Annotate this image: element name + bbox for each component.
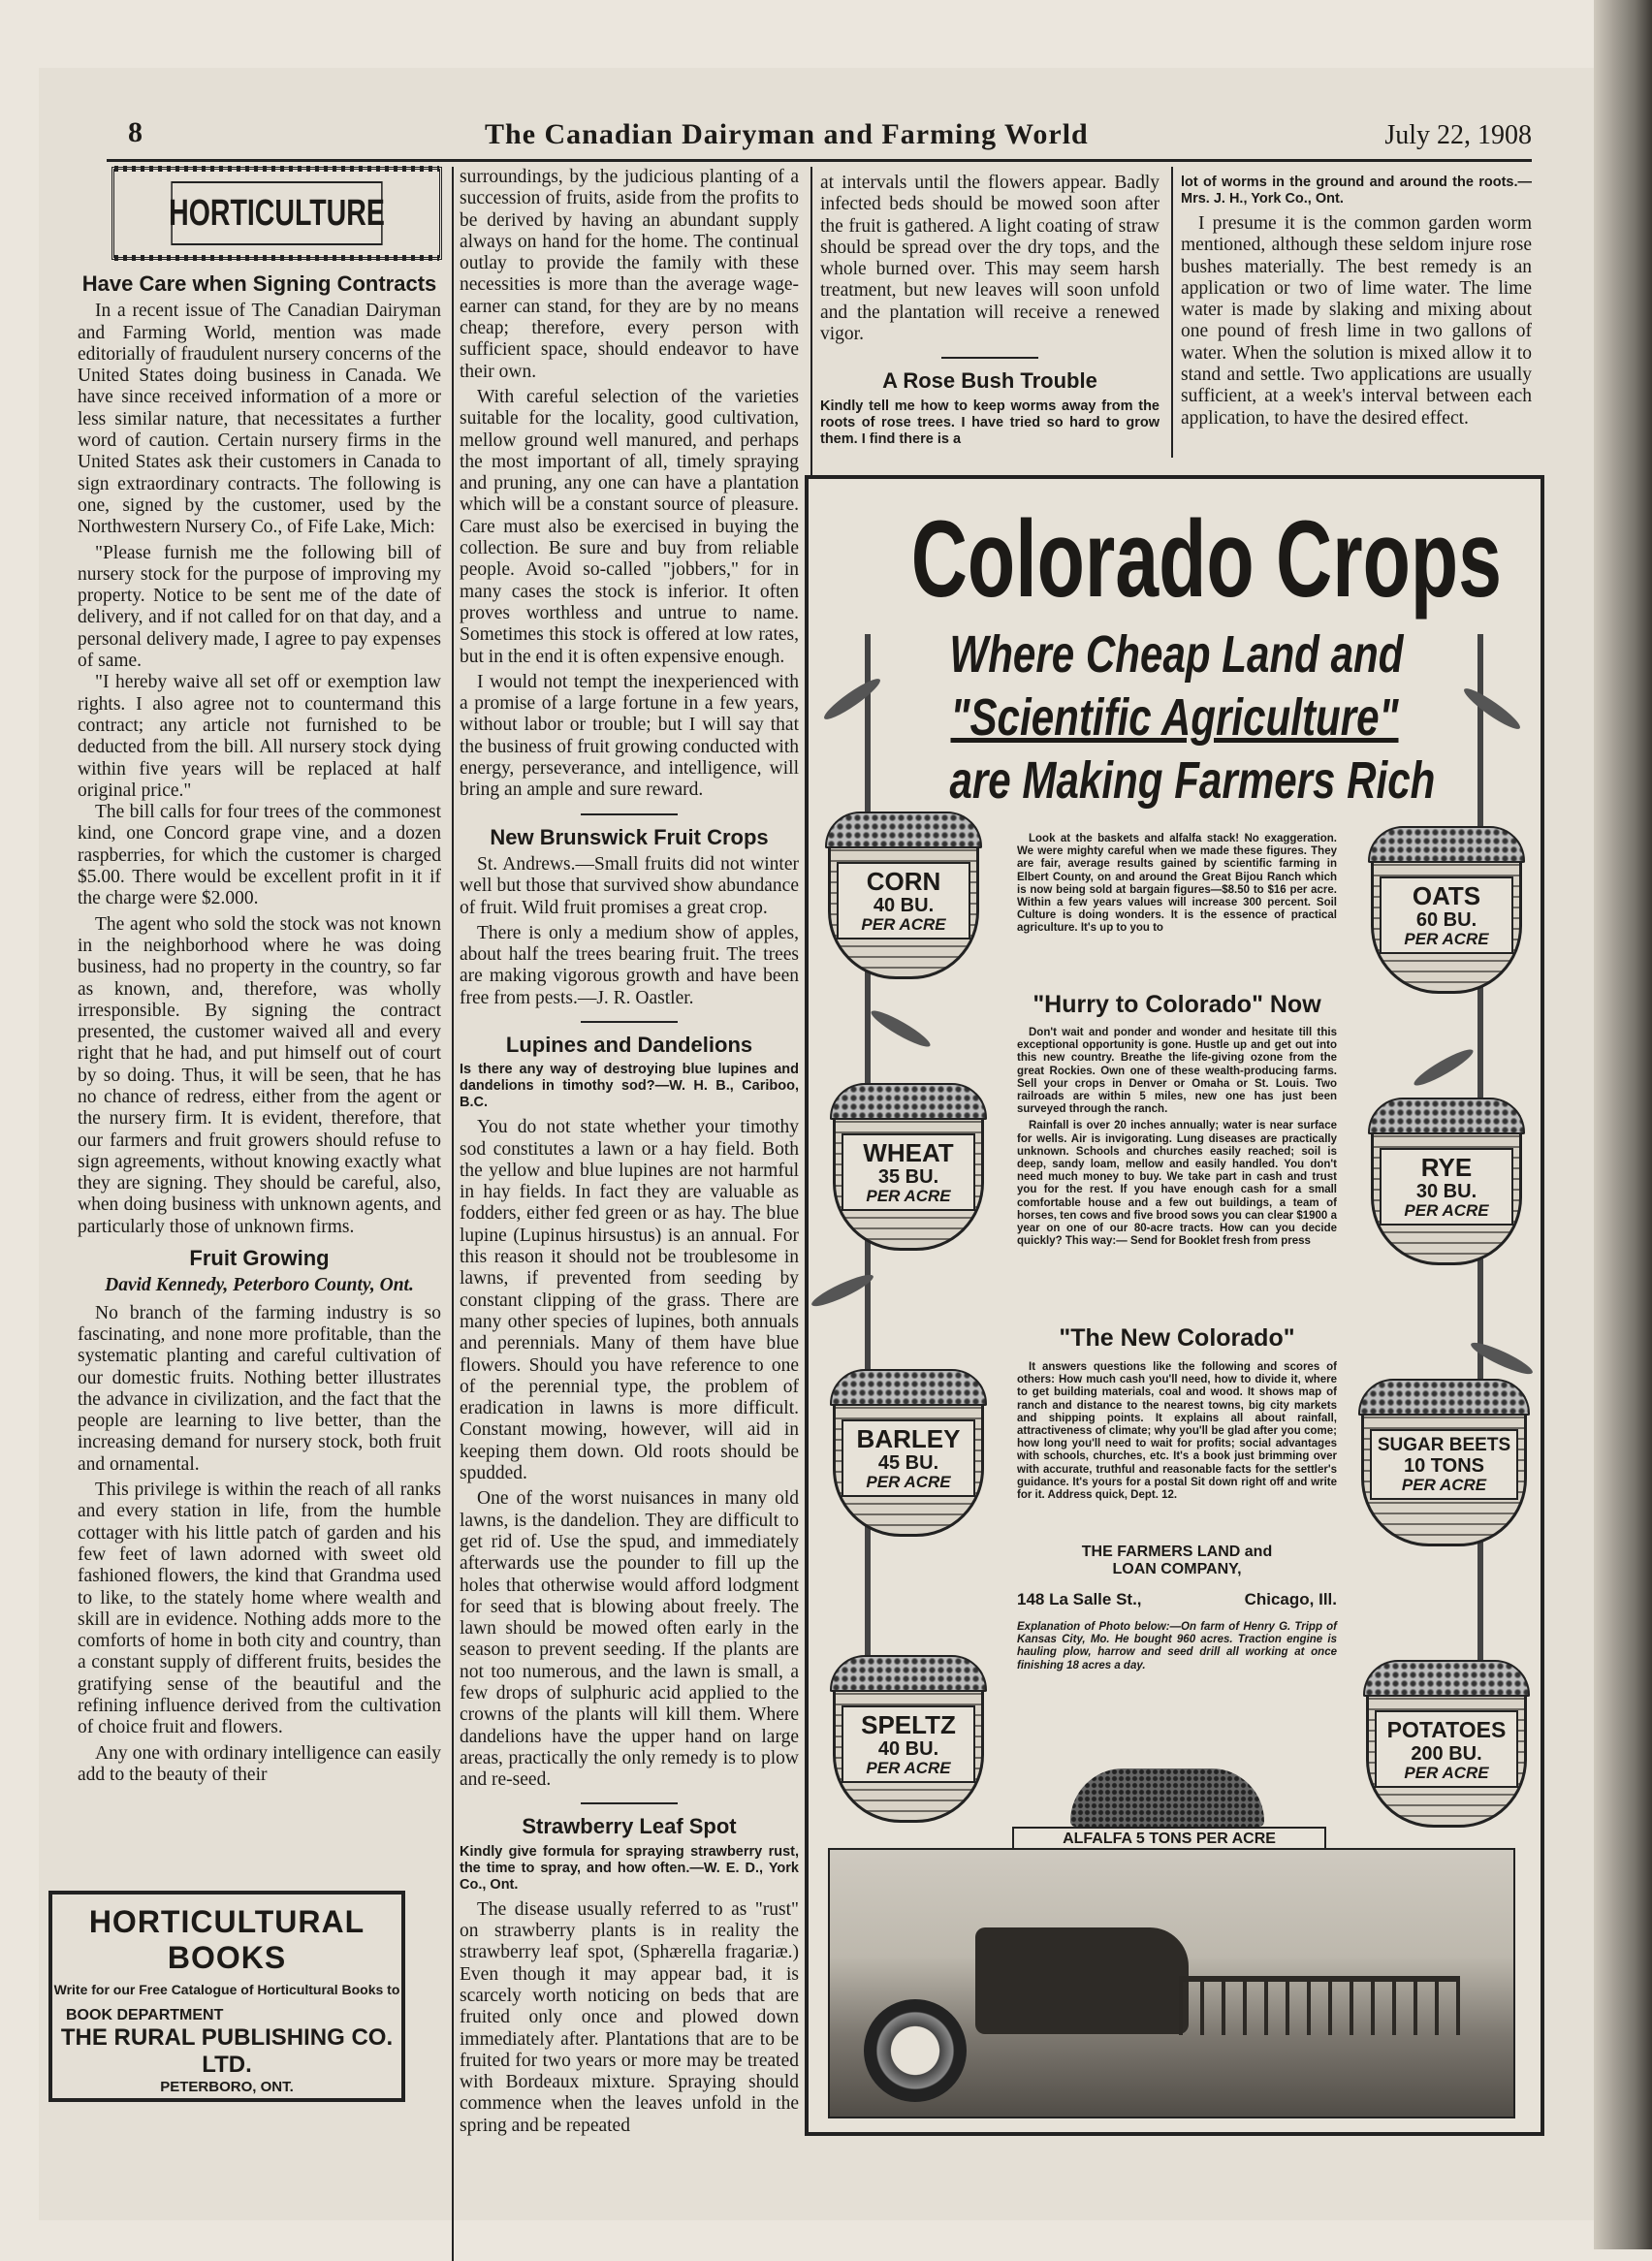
ad-subhead-1: Where Cheap Land and xyxy=(949,625,1404,684)
basket-crop: CORN xyxy=(866,867,941,896)
contract-quote: "Please furnish me the following bill of nursery stock for the purpose of improving my property. Notice to be sent me of the date of delivery, and if not called for on that day, and a personal delivery made, I agree to pay expenses of same. xyxy=(78,542,441,672)
farm-photo xyxy=(828,1848,1515,2118)
divider xyxy=(581,1021,678,1023)
reader-query: Is there any way of destroying blue lupines and dandelions in timothy sod?—W. H. B., Cariboo, B.C. xyxy=(460,1062,799,1111)
heading-strawberry: Strawberry Leaf Spot xyxy=(522,1814,737,1839)
basket-crop: POTATOES xyxy=(1386,1717,1507,1742)
ad-company-line: THE FARMERS LAND and xyxy=(1081,1544,1273,1560)
ad-headline: Colorado Crops xyxy=(910,498,1502,620)
ad-paragraph: Don't wait and ponder and wonder and hesitate till this exceptional opportunity is gone. Hustle up and get out into this new country. Breathe the life-giving ozone from the great Rockies. Own one of these wealth-producing farms. Sell your crops in Denver or Omaha or St. Louis. Two railroads are within 5 miles, new one has just been surveyed through the ranch. xyxy=(1017,1027,1337,1116)
colorado-crops-ad xyxy=(805,475,1544,2136)
paragraph: There is only a medium show of apples, about half the trees bearing fruit. The trees are making vigorous growth and have been free from pests.—J. R. Oastler. xyxy=(460,922,799,1008)
column-rule-1 xyxy=(452,167,454,2261)
basket-amount: 60 BU. xyxy=(1415,909,1477,931)
books-ad-city: PETERBORO, ONT. xyxy=(160,2079,294,2095)
basket-amount: 40 BU. xyxy=(873,895,935,916)
reader-query: Kindly tell me how to keep worms away from the roots of rose trees. I have tried so hard to grow them. I find there is a xyxy=(820,398,1160,447)
ad-subhead-2: "Scientific Agriculture" xyxy=(950,688,1399,747)
basket-crop: RYE xyxy=(1420,1153,1473,1182)
basket-unit: PER ACRE xyxy=(866,1473,951,1491)
divider xyxy=(581,813,678,815)
seed-drill xyxy=(1179,1976,1460,2035)
corn-leaf xyxy=(868,1005,934,1051)
ad-company xyxy=(1017,1544,1337,1578)
basket-oats xyxy=(1371,852,1522,994)
section-banner-label: HORTICULTURE xyxy=(171,181,382,245)
basket-rye xyxy=(1371,1124,1522,1265)
paragraph: With careful selection of the varieties suitable for the locality, good cultivation, mellow ground well manured, and perhaps the most important of all, timely spraying and pruning, any one can have a plantation which will be a constant source of pleasure. Care must also be exercised in buying the collection. Be sure and buy from reliable people. Avoid so-called "jobbers," for in many cases the stock is inferior. It often proves worthless and untrue to name. Sometimes this stock is offered at low rates, but in the end it is often expensive enough. xyxy=(460,386,799,667)
traction-engine xyxy=(975,1927,1189,2034)
ad-address xyxy=(1017,1590,1337,1609)
basket-crop: OATS xyxy=(1412,881,1481,910)
paragraph: St. Andrews.—Small fruits did not winter well but those that survived show abundance of fruit. Wild fruit promises a great crop. xyxy=(460,853,799,918)
column-3 xyxy=(820,173,1160,463)
basket-unit: PER ACRE xyxy=(861,915,946,934)
heading-signing-contracts: Have Care when Signing Contracts xyxy=(81,271,437,296)
ad-subhead-3: are Making Farmers Rich xyxy=(949,751,1436,810)
paragraph: The disease usually referred to as "rust" on strawberry plants is in reality the strawberry leaf spot, (Sphærella fragariæ.) Even though it may appear bad, it is scarcely worth noticing on beds that are fruited only once and plowed down immediately after. Plantations that are to be fruited for two years or more may be treated with Bordeaux mixture. Spraying should commence when the leaves unfold in the spring and be repeated xyxy=(460,1898,799,2136)
basket-unit: PER ACRE xyxy=(866,1187,951,1205)
basket-amount: 35 BU. xyxy=(877,1166,939,1188)
ad-street: 148 La Salle St., xyxy=(1017,1590,1142,1608)
basket-amount: 10 TONS xyxy=(1404,1455,1484,1477)
basket-crop: SPELTZ xyxy=(861,1710,956,1739)
page-header xyxy=(116,116,1532,159)
basket-unit: PER ACRE xyxy=(1404,1201,1489,1220)
ad-body xyxy=(1017,1027,1337,1252)
paragraph: at intervals until the flowers appear. Badly infected beds should be mowed soon after the fruit is gathered. A light coating of straw should be spread over the dry tops, and the whole burned over. This may seem harsh treatment, but new leaves will soon unfold and the plantation will receive a renewed vigor. xyxy=(820,173,1160,345)
paragraph: The bill calls for four trees of the commonest kind, one Concord grape vine, and a dozen raspberries, for which the customer is charged $5.00. There would be excellent profit in it if the charge were $2.000. xyxy=(78,802,441,909)
column-1 xyxy=(78,264,441,1879)
divider xyxy=(941,357,1038,359)
basket-crop: BARLEY xyxy=(856,1424,961,1453)
ad-hurry-heading: "Hurry to Colorado" Now xyxy=(1032,991,1321,1018)
header-rule xyxy=(107,159,1532,162)
horticultural-books-ad xyxy=(48,1891,405,2102)
ad-paragraph: It answers questions like the following and scores of others: How much cash you'll need, how to divide it, where to get building materials, coal and wood. It shows map of ranch and distance to the nearest towns, big city markets and shipping points. It explains all about rainfall, attractiveness of climate; why you'll be glad after you come; how long you'll need to wait for profits; social advantages with schools, churches, etc. It's a book just brimming over with accurate, truthful and reasonable facts for the settler's guidance. It's yours for a postal Sit down right off and write for it. Address quick, Dept. 12. xyxy=(1017,1361,1337,1502)
basket-unit: PER ACRE xyxy=(1404,1764,1489,1782)
reader-query: Kindly give formula for spraying strawberry rust, the time to spray, and how often.—W. E. D., York Co., Ont. xyxy=(460,1843,799,1893)
ad-body-2 xyxy=(1017,1361,1337,1506)
paragraph: Any one with ordinary intelligence can easily add to the beauty of their xyxy=(78,1742,441,1785)
basket-unit: PER ACRE xyxy=(1404,930,1489,948)
ad-new-colorado-heading: "The New Colorado" xyxy=(1059,1324,1295,1352)
books-ad-subtitle: Write for our Free Catalogue of Horticultural Books to xyxy=(53,1982,400,1997)
paragraph: This privilege is within the reach of all ranks and every station in life, from the humble cottager with his little patch of garden and his few feet of lawn adorned with sweet old fashioned flowers, the kind that Grandma used to like, to the stately home where wealth and skill are in evidence. Nothing adds more to the comforts of home in both city and country, than a constant supply of different fruits, besides the gratifying sense of the beautiful and the refining influence derived from the cultivation of choice fruit and flowers. xyxy=(78,1480,441,1738)
ad-city: Chicago, Ill. xyxy=(1244,1590,1337,1608)
basket-unit: PER ACRE xyxy=(866,1759,951,1777)
basket-unit: PER ACRE xyxy=(1401,1476,1487,1494)
alfalfa-label: ALFALFA 5 TONS PER ACRE xyxy=(1012,1827,1326,1852)
page-number: 8 xyxy=(128,116,143,148)
paragraph: I presume it is the common garden worm mentioned, although these seldom injure rose bushes materially. The best remedy is an application or two of lime water. The lime water is made by slaking and mixing about one pound of fresh lime in two gallons of water. When the solution is mixed allow it to stand and settle. Two applications are usually sufficient, at a week's interval between each application, to have the desired effect. xyxy=(1181,213,1532,429)
heading-fruit-growing: Fruit Growing xyxy=(189,1246,330,1271)
heading-new-brunswick: New Brunswick Fruit Crops xyxy=(490,824,769,849)
basket-amount: 30 BU. xyxy=(1415,1181,1477,1202)
basket-potatoes xyxy=(1366,1686,1527,1828)
corn-leaf xyxy=(1411,1044,1477,1090)
alfalfa-haystack xyxy=(1070,1768,1264,1827)
paragraph: In a recent issue of The Canadian Dairyman and Farming World, mention was made editorially of fraudulent nursery concerns of the United States doing business in Canada. We have since received information of a more or less similar nature, that necessitates a further word of caution. Certain nursery firms in the United States ask their customers in Canada to sign extraordinary contracts. The following is one, signed by the customer, used by the Northwestern Nursery Co., of Fife Lake, Mich: xyxy=(78,301,441,538)
basket-sugar-beets xyxy=(1361,1405,1527,1546)
column-2 xyxy=(460,167,799,2261)
basket-wheat xyxy=(833,1109,984,1251)
paragraph: The agent who sold the stock was not known in the neighborhood where he was doing business, had no property in the country, so far as known, and, therefore, was wholly irresponsible. By signing the contract presented, the customer waived all and every right that he had, and put himself out of court by so doing. Thus, it will be seen, that he has no chance of redress, either from the agent or the nursery firm. It is evident, therefore, that our farmers and fruit growers should refuse to sign agreements, without knowing exactly what they are signing. They should be careful, also, when doing business with unknown agents, and particularly those of unknown firms. xyxy=(78,913,441,1237)
books-ad-dept: BOOK DEPARTMENT xyxy=(66,2007,224,2023)
basket-barley xyxy=(833,1395,984,1537)
paragraph: surroundings, by the judicious planting of a succession of fruits, aside from the profits to be derived by having an abundant supply always on hand for the home. The continual outlay to provide the family with these necessities is more than the average wage-earner can stand, for they are by no means cheap; therefore, every person with sufficient space, should endeavor to have their own. xyxy=(460,167,799,382)
ad-intro xyxy=(1017,833,1337,939)
books-ad-company: THE RURAL PUBLISHING CO. LTD. xyxy=(60,2024,394,2078)
issue-date: July 22, 1908 xyxy=(1384,120,1532,150)
basket-speltz xyxy=(833,1681,984,1823)
corn-leaf xyxy=(1460,684,1523,734)
basket-amount: 200 BU. xyxy=(1411,1743,1482,1765)
paragraph: No branch of the farming industry is so fascinating, and none more profitable, than the systematic planting and careful cultivation of our domestic fruits. Nothing better illustrates the advance in civilization, and the fact that the people are learning to live better, than the increasing demand for nursery stock, both fruit and ornamental. xyxy=(78,1302,441,1475)
binding-edge xyxy=(1594,0,1652,2249)
company-seal xyxy=(864,1999,967,2102)
divider xyxy=(581,1802,678,1804)
reader-query: lot of worms in the ground and around the roots.—Mrs. J. H., York Co., Ont. xyxy=(1181,175,1532,207)
ad-paragraph: Look at the baskets and alfalfa stack! No exaggeration. We were mighty careful when we made these figures. They are fair, average results gained by scientific farming in Elbert County, on and around the Great Bijou Ranch which is now being sold at bargain figures—$8.50 to $16 per acre. Within a few years values will increase 300 percent. Soil Culture is doing wonders. It is the essence of practical agriculture. It's up to you to xyxy=(1017,833,1337,935)
contract-quote: "I hereby waive all set off or exemption law rights. I also agree not to countermand this contract; any article not furnished to be deducted from the bill. All nursery stock dying within five years will be replaced at half original price." xyxy=(78,672,441,801)
byline: David Kennedy, Peterboro County, Ont. xyxy=(105,1275,414,1296)
basket-crop: WHEAT xyxy=(863,1138,954,1167)
ad-photo-note xyxy=(1017,1621,1337,1676)
basket-amount: 40 BU. xyxy=(877,1738,939,1760)
column-rule-3 xyxy=(1171,167,1173,458)
basket-crop: SUGAR BEETS xyxy=(1377,1435,1511,1455)
basket-amount: 45 BU. xyxy=(877,1452,939,1474)
ad-paragraph: Rainfall is over 20 inches annually; water is near surface for wells. Air is invigorating. Lung diseases are practically unknown. Schools and churches easily reached; soil is deep, sandy loam, mellow and easily handled. You don't need much money to buy. We take part in cash and trust you for the rest. If you have enough cash for a small comfortable house and a few out buildings, a team of horses, ten cows and five brood sows you can clear $1900 a year on one of our 80-acre tracts. How can you decide quickly? This way:— Send for Booklet fresh from press xyxy=(1017,1120,1337,1248)
section-banner xyxy=(111,167,442,260)
publication-title: The Canadian Dairyman and Farming World xyxy=(485,118,1089,150)
books-ad-title: HORTICULTURAL BOOKS xyxy=(88,1904,365,1975)
heading-lupines: Lupines and Dandelions xyxy=(505,1032,753,1057)
column-4 xyxy=(1181,173,1532,463)
ad-paragraph: Explanation of Photo below:—On farm of Henry G. Tripp of Kansas City, Mo. He bought 960 acres. Traction engine is hauling plow, harrow and seed drill all working at once finishing 18 acres a day. xyxy=(1017,1621,1337,1672)
basket-corn xyxy=(828,838,979,979)
paragraph: I would not tempt the inexperienced with a promise of a large fortune in a few years, without labor or trouble; but I will say that the business of fruit growing conducted with energy, perseverance, and intelligence, will bring an ample and sure reward. xyxy=(460,671,799,801)
ad-company-line: LOAN COMPANY, xyxy=(1112,1561,1242,1577)
paragraph: You do not state whether your timothy sod constitutes a lawn or a hay field. Both the yellow and blue lupines are not harmful in hay fields. In fact they are valuable as fodders, either fed green or as hay. The blue lupine (Lupinus hirsustus) is an annual. For this reason it should not be troublesome in lawns, if prevented from seeding by constant clipping of the grass. There are many other species of lupines, both annuals and perennials. Many of them have blue flowers. Should you have reference to one of the perennial type, the problem of eradication in lawns is more difficult. Constant mowing, however, will aid in keeping them down. Old roots should be spudded. xyxy=(460,1117,799,1484)
paragraph: One of the worst nuisances in many old lawns, is the dandelion. They are difficult to get rid of. Use the spud, and immediately afterwards use the pounder to fill up the holes that otherwise would afford lodgment for seed that is blowing about freely. The lawn should be mowed often early in the season to prevent seeding. If the plants are not too numerous, and the lawn is small, a few drops of sulphuric acid applied to the crowns of the plants will kill them. Where dandelions have the upper hand on large areas, practically the only remedy is to plow and re-seed. xyxy=(460,1488,799,1791)
heading-rose-bush: A Rose Bush Trouble xyxy=(882,368,1097,394)
corn-leaf xyxy=(820,674,883,724)
